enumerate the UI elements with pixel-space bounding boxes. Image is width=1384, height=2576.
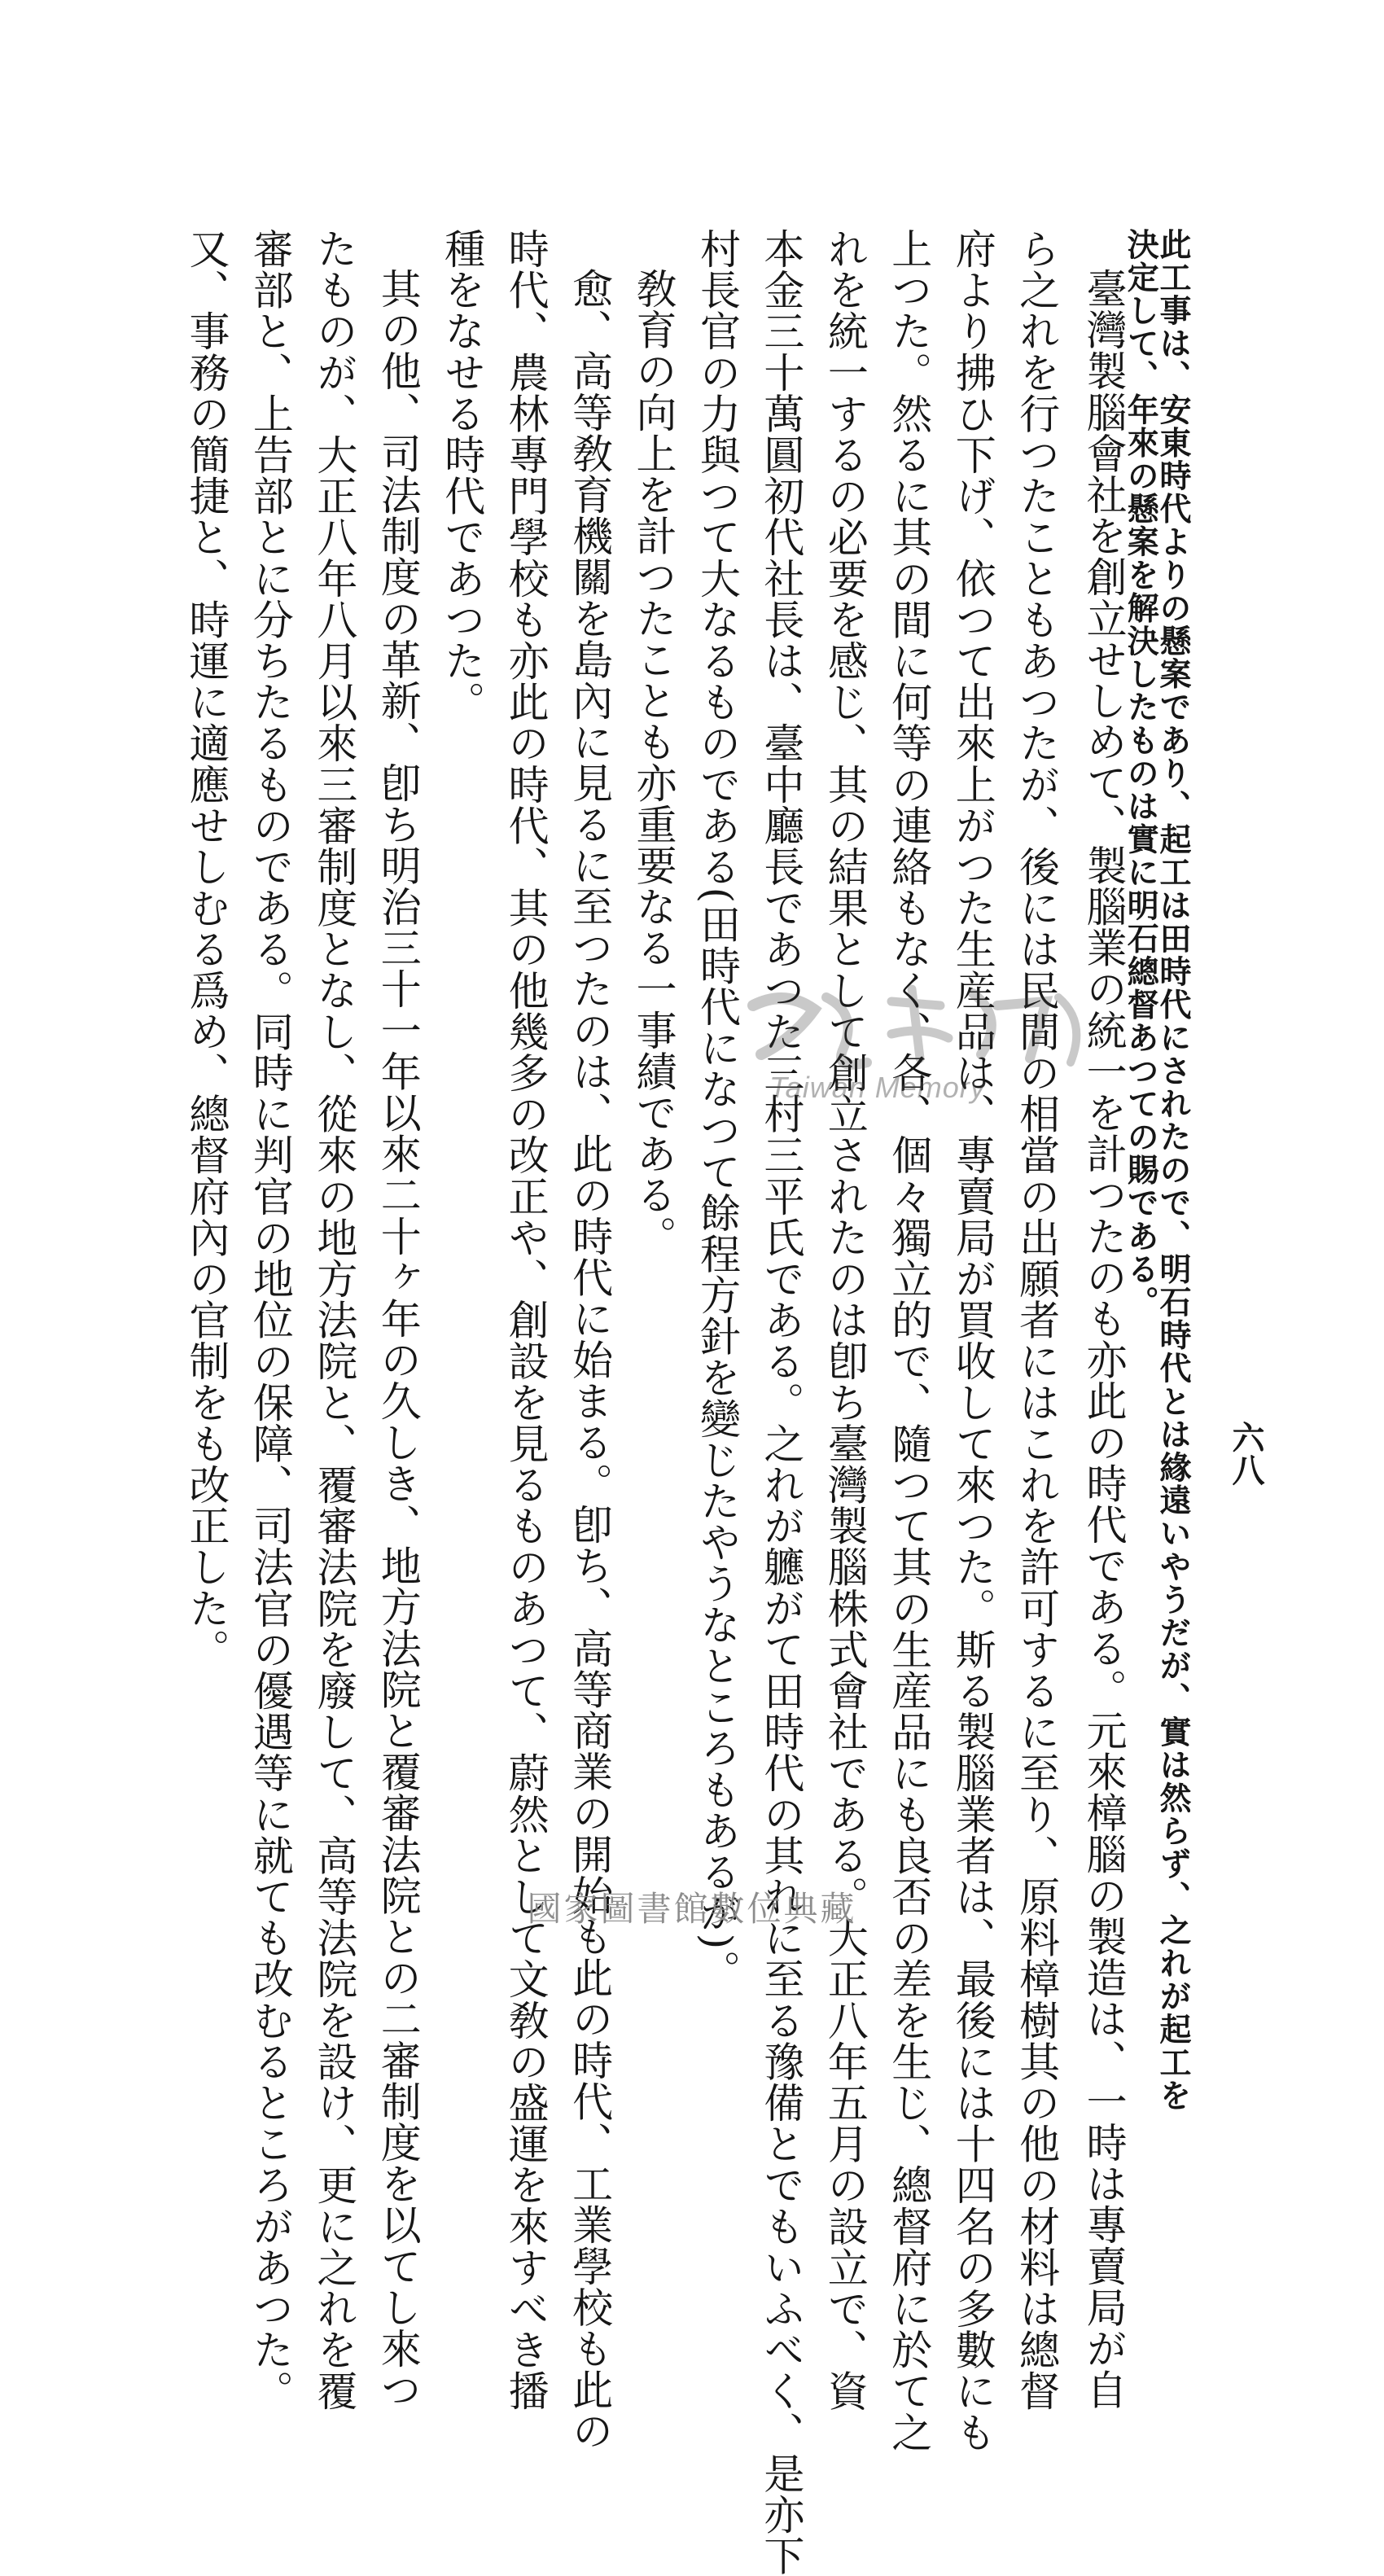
page-number: 六八	[1227, 1421, 1265, 1486]
watermark-text: Taiwan Memory	[769, 1071, 986, 1104]
text-line: 府より拂ひ下げ、依つて出來上がつた生産品は、專賣局が買收して來つた。斯る製腦業者は、最後には十四名の多數にも	[948, 228, 996, 2453]
text-line: 種をなせる時代であつた。	[438, 228, 486, 723]
text-line: 村長官の力與つて大なるものである(田時代になつて餘程方針を變じたやうなところもあるが)。	[693, 228, 741, 1991]
text-line: れを統一するの必要を感じ、其の結果として創立されたのは卽ち臺灣製腦株式會社である。大正八年五月の設立で、資	[821, 228, 869, 2412]
text-line: 上つた。然るに其の間に何等の連絡もなく、各、個々獨立的で、隨つて其の生産品にも良否の差を生じ、總督府に於て之	[885, 228, 933, 2453]
text-line: 審部と、上告部とに分ちたるものである。同時に判官の地位の保障、司法官の優遇等に就ても改むるところがあつた。	[246, 228, 294, 2412]
text-line: 又、事務の簡捷と、時運に適應せしむる爲め、總督府內の官制をも改正した。	[182, 228, 230, 1670]
text-line: 時代、農林專門學校も亦此の時代、其の他幾多の改正や、創設を見るものあつて、蔚然として文敎の盛運を來すべき播	[501, 228, 550, 2412]
library-footer: 國家圖書館數位典藏	[527, 1889, 857, 1929]
text-line: ら之れを行つたこともあつたが、後には民間の相當の出願者にはこれを許可するに至り、原料樟樹其の他の材料は總督	[1013, 228, 1061, 2412]
text-line: 決定して、年來の懸案を解決したものは實に明石總督あつての賜である。	[1122, 228, 1160, 1319]
text-line: たものが、大正八年八月以來三審制度となし、從來の地方法院と、覆審法院を廢して、高等法院を設け、更に之れを覆	[310, 228, 358, 2412]
text-line: 其の他、司法制度の革新、卽ち明治三十一年以來二十ヶ年の久しき、地方法院と覆審法院との二審制度を以てし來つ	[374, 268, 422, 2411]
text-line: 本金三十萬圓初代社長は、臺中廳長であつた三村三平氏である。之れが軈がて田時代の其れに至る豫備とでもいふべく、是亦下	[757, 228, 805, 2576]
text-line: 臺灣製腦會社を創立せしめて、製腦業の統一を計つたのも亦此の時代である。元來樟腦の製造は、一時は專賣局が自	[1080, 268, 1128, 2411]
text-line: 愈、高等敎育機關を島內に見るに至つたのは、此の時代に始まる。卽ち、高等商業の開始も此の時代、工業學校も此の	[566, 268, 614, 2451]
text-line: 敎育の向上を計つたことも亦重要なる一事績である。	[629, 268, 677, 1257]
text-line: 此工事は、安東時代よりの懸案であり、起工は田時代にされたので、明石時代とは緣遠いやうだが、實は然らず、之れが起工を	[1154, 228, 1192, 2113]
